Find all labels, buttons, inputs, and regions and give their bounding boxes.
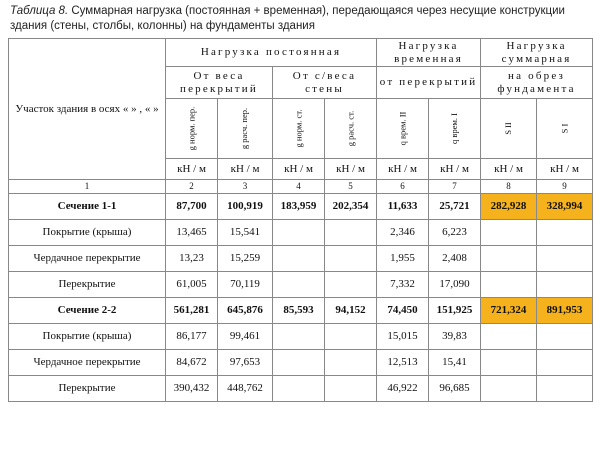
unit-cell: кН / м	[166, 159, 218, 180]
unit-cell: кН / м	[325, 159, 377, 180]
caption-text: Суммарная нагрузка (постоянная + временная), передающаяся через несущие конструкции здания (стены, столбы, колонны) на фундаменты здания	[10, 5, 565, 32]
row-label: Чердачное перекрытие	[9, 350, 166, 376]
value-cell	[273, 350, 325, 376]
value-cell: 39,83	[429, 324, 481, 350]
column-symbol: S I	[559, 123, 570, 134]
column-number: 9	[537, 180, 593, 194]
value-cell: 74,450	[377, 298, 429, 324]
value-cell	[325, 272, 377, 298]
column-symbol: g расч. пер.	[239, 107, 250, 150]
column-symbol-header	[166, 99, 218, 159]
unit-cell: кН / м	[481, 159, 537, 180]
table-row	[9, 220, 593, 246]
value-cell	[325, 324, 377, 350]
value-cell	[481, 324, 537, 350]
column-number: 1	[9, 180, 166, 194]
value-cell: 183,959	[273, 194, 325, 220]
to-foundation-header: на обрез фундамента	[481, 67, 593, 99]
value-cell: 891,953	[537, 298, 593, 324]
column-number: 8	[481, 180, 537, 194]
column-symbol: g норм. ст.	[293, 109, 303, 148]
value-cell	[481, 246, 537, 272]
value-cell: 97,653	[218, 350, 273, 376]
value-cell	[481, 272, 537, 298]
unit-cell: кН / м	[377, 159, 429, 180]
column-symbol-header	[429, 99, 481, 159]
value-cell	[537, 376, 593, 402]
column-number: 6	[377, 180, 429, 194]
column-number: 5	[325, 180, 377, 194]
table-row	[9, 376, 593, 402]
total-header: Нагрузка суммарная	[481, 39, 593, 67]
section-row	[9, 194, 593, 220]
row-label: Покрытие (крыша)	[9, 324, 166, 350]
value-cell: 94,152	[325, 298, 377, 324]
temporary-header: Нагрузка временная	[377, 39, 481, 67]
value-cell	[325, 350, 377, 376]
table-row	[9, 350, 593, 376]
load-table	[8, 38, 593, 402]
value-cell: 282,928	[481, 194, 537, 220]
value-cell: 86,177	[166, 324, 218, 350]
value-cell: 17,090	[429, 272, 481, 298]
column-symbol: q врем. I	[449, 113, 460, 144]
row-label: Чердачное перекрытие	[9, 246, 166, 272]
value-cell: 99,461	[218, 324, 273, 350]
value-cell: 202,354	[325, 194, 377, 220]
value-cell: 84,672	[166, 350, 218, 376]
unit-cell: кН / м	[429, 159, 481, 180]
value-cell: 61,005	[166, 272, 218, 298]
floors-temp-header: от перекрытий	[377, 67, 481, 99]
section-header: Участок здания в осях « » , « »	[9, 39, 166, 180]
value-cell: 1,955	[377, 246, 429, 272]
value-cell	[537, 246, 593, 272]
table-row	[9, 272, 593, 298]
value-cell: 12,513	[377, 350, 429, 376]
value-cell: 100,919	[218, 194, 273, 220]
value-cell: 13,465	[166, 220, 218, 246]
value-cell: 151,925	[429, 298, 481, 324]
value-cell	[273, 272, 325, 298]
row-label: Перекрытие	[9, 272, 166, 298]
column-number: 4	[273, 180, 325, 194]
value-cell: 70,119	[218, 272, 273, 298]
value-cell	[537, 350, 593, 376]
value-cell: 11,633	[377, 194, 429, 220]
column-symbol-header	[377, 99, 429, 159]
column-symbol: S II	[503, 122, 514, 135]
value-cell	[325, 246, 377, 272]
column-symbol: q врем. II	[397, 111, 408, 146]
value-cell: 96,685	[429, 376, 481, 402]
value-cell: 2,408	[429, 246, 481, 272]
column-symbol: g расч. ст.	[345, 110, 356, 147]
unit-cell: кН / м	[537, 159, 593, 180]
value-cell	[325, 376, 377, 402]
value-cell: 721,324	[481, 298, 537, 324]
row-label: Перекрытие	[9, 376, 166, 402]
value-cell: 13,23	[166, 246, 218, 272]
value-cell	[325, 220, 377, 246]
value-cell	[537, 324, 593, 350]
column-number: 3	[218, 180, 273, 194]
value-cell: 87,700	[166, 194, 218, 220]
caption-label: Таблица 8.	[10, 5, 69, 17]
row-label: Покрытие (крыша)	[9, 220, 166, 246]
table-row	[9, 246, 593, 272]
table-caption	[10, 4, 595, 34]
value-cell: 645,876	[218, 298, 273, 324]
value-cell: 46,922	[377, 376, 429, 402]
value-cell: 2,346	[377, 220, 429, 246]
value-cell: 561,281	[166, 298, 218, 324]
value-cell: 15,541	[218, 220, 273, 246]
value-cell: 15,259	[218, 246, 273, 272]
value-cell: 328,994	[537, 194, 593, 220]
column-symbol-header	[325, 99, 377, 159]
row-label: Сечение 2-2	[9, 298, 166, 324]
value-cell	[273, 376, 325, 402]
value-cell	[273, 324, 325, 350]
value-cell	[481, 220, 537, 246]
column-symbol-header	[273, 99, 325, 159]
value-cell	[273, 220, 325, 246]
value-cell: 390,432	[166, 376, 218, 402]
unit-cell: кН / м	[273, 159, 325, 180]
unit-cell: кН / м	[218, 159, 273, 180]
value-cell: 25,721	[429, 194, 481, 220]
value-cell: 7,332	[377, 272, 429, 298]
column-symbol-header	[218, 99, 273, 159]
walls-weight-header: От с/веса стены	[273, 67, 377, 99]
value-cell: 15,41	[429, 350, 481, 376]
value-cell: 85,593	[273, 298, 325, 324]
value-cell	[481, 376, 537, 402]
floors-weight-header: От веса перекрытий	[166, 67, 273, 99]
value-cell: 448,762	[218, 376, 273, 402]
column-number: 2	[166, 180, 218, 194]
value-cell	[537, 272, 593, 298]
column-symbol: g норм. пер.	[186, 106, 196, 151]
column-symbol-header	[537, 99, 593, 159]
section-row	[9, 298, 593, 324]
column-symbol-header	[481, 99, 537, 159]
row-label: Сечение 1-1	[9, 194, 166, 220]
value-cell: 6,223	[429, 220, 481, 246]
value-cell	[537, 220, 593, 246]
column-number: 7	[429, 180, 481, 194]
table-row	[9, 324, 593, 350]
value-cell	[273, 246, 325, 272]
permanent-header: Нагрузка постоянная	[166, 39, 377, 67]
value-cell: 15,015	[377, 324, 429, 350]
value-cell	[481, 350, 537, 376]
